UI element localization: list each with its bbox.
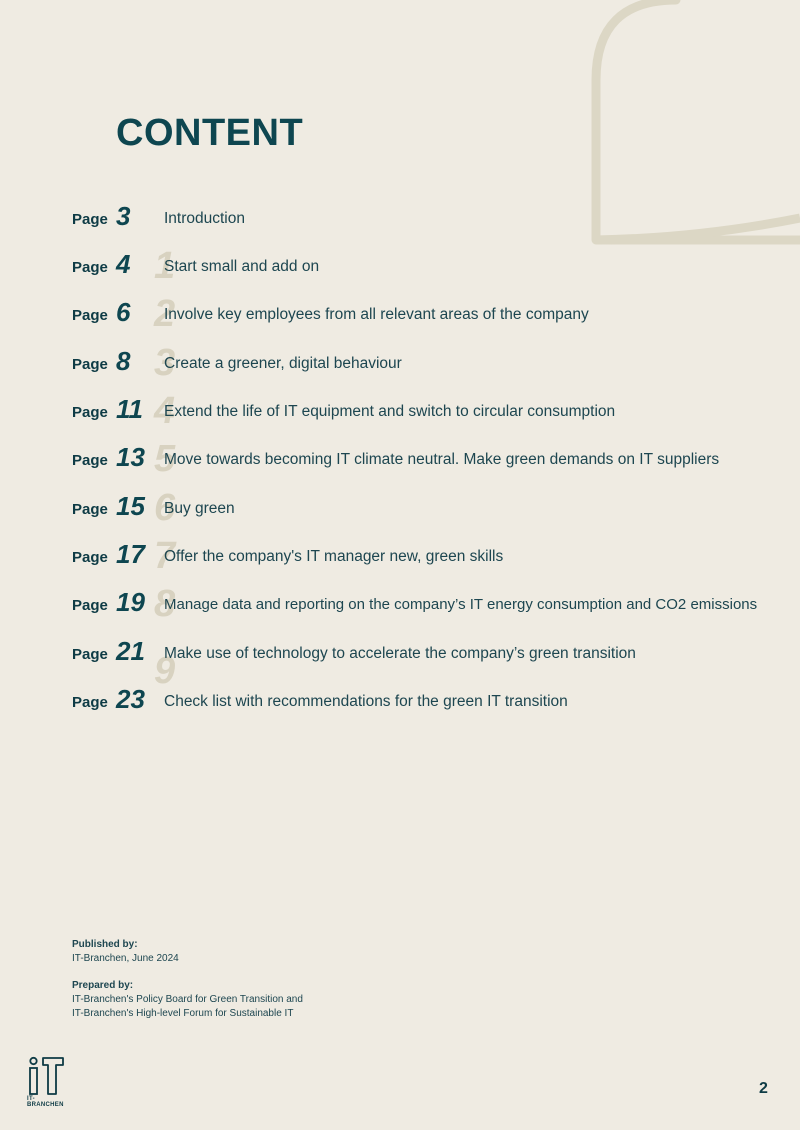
- entry-title: Buy green: [164, 500, 235, 517]
- chapter-number: 2: [154, 293, 176, 335]
- prepared-line: IT-Branchen's High-level Forum for Sustainable IT: [72, 1008, 294, 1019]
- entry-title: Extend the life of IT equipment and switch to circular consumption: [164, 403, 616, 420]
- toc-entry[interactable]: [0, 535, 800, 579]
- entry-title: Create a greener, digital behaviour: [164, 355, 402, 372]
- page-number-ref: 3: [116, 201, 131, 231]
- page-number-ref: 17: [116, 539, 145, 569]
- toc-entry[interactable]: [0, 636, 800, 676]
- toc-entry[interactable]: [0, 342, 800, 386]
- entry-title: Involve key employees from all relevant areas of the company: [164, 306, 589, 323]
- page-label: Page: [72, 597, 108, 614]
- page-label: Page: [72, 452, 108, 469]
- page-number-ref: 19: [116, 587, 145, 617]
- toc-entry[interactable]: [0, 438, 800, 482]
- chapter-number: 7: [154, 535, 176, 577]
- page-label: Page: [72, 646, 108, 663]
- prepared-label: Prepared by:: [72, 980, 134, 991]
- page-label: Page: [72, 211, 108, 228]
- chapter-number: 3: [154, 342, 176, 384]
- chapter-number: 6: [154, 487, 176, 529]
- page-number-ref: 11: [116, 394, 143, 424]
- page-label: Page: [72, 501, 108, 518]
- toc-entry[interactable]: [0, 293, 800, 337]
- toc-entry[interactable]: [0, 487, 800, 531]
- page-label: Page: [72, 259, 108, 276]
- entry-title: Offer the company's IT manager new, green skills: [164, 548, 504, 565]
- page-number-ref: 21: [116, 636, 145, 666]
- chapter-number: 4: [154, 390, 176, 432]
- page-title: CONTENT: [116, 112, 304, 154]
- toc-entry[interactable]: [0, 245, 800, 289]
- toc-entry[interactable]: [0, 583, 800, 627]
- chapter-number: 5: [154, 438, 176, 480]
- page-label: Page: [72, 404, 108, 421]
- entry-title: Manage data and reporting on the company’s IT energy consumption and CO2 emissions: [164, 596, 758, 613]
- page-label: Page: [72, 356, 108, 373]
- page-label: Page: [72, 549, 108, 566]
- page-number-ref: 15: [116, 491, 145, 521]
- page-number-ref: 4: [116, 249, 131, 279]
- chapter-number: 9: [154, 650, 176, 692]
- page-label: Page: [72, 307, 108, 324]
- page-number: 2: [759, 1080, 768, 1097]
- logo-wordmark: IT-BRANCHEN: [27, 1096, 64, 1108]
- entry-title: Move towards becoming IT climate neutral. Make green demands on IT suppliers: [164, 451, 720, 468]
- toc-entry[interactable]: [0, 201, 800, 241]
- published-label: Published by:: [72, 939, 138, 950]
- toc-entry[interactable]: [0, 684, 800, 724]
- entry-title: Check list with recommendations for the green IT transition: [164, 693, 568, 710]
- page-number-ref: 13: [116, 442, 145, 472]
- entry-title: Make use of technology to accelerate the company’s green transition: [164, 645, 636, 662]
- chapter-number: 8: [154, 583, 176, 625]
- page-number-ref: 8: [116, 346, 131, 376]
- entry-title: Introduction: [164, 210, 245, 227]
- page-number-ref: 23: [116, 684, 145, 714]
- prepared-line: IT-Branchen's Policy Board for Green Transition and: [72, 994, 303, 1005]
- entry-title: Start small and add on: [164, 258, 320, 275]
- published-value: IT-Branchen, June 2024: [72, 953, 179, 964]
- page-number-ref: 6: [116, 297, 131, 327]
- chapter-number: 1: [154, 245, 176, 287]
- publication-info: [72, 938, 303, 1021]
- toc-entry[interactable]: [0, 390, 800, 434]
- page-label: Page: [72, 694, 108, 711]
